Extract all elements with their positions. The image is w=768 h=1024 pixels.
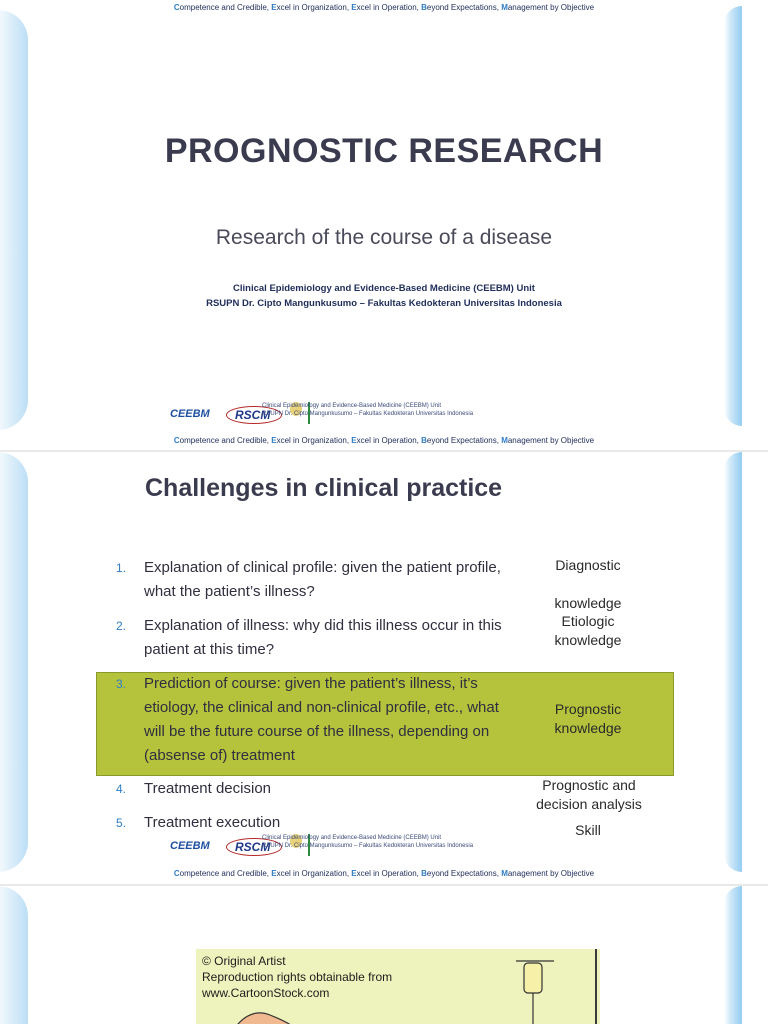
- slide-title: Challenges in clinical practice: [145, 474, 503, 502]
- cartoon-image: [196, 949, 600, 1024]
- ceebm-logo: CEEBM: [170, 408, 210, 420]
- decorative-wave-left: [0, 452, 28, 872]
- decorative-wave-right: [724, 886, 742, 1024]
- rscm-logo: RSCM: [226, 838, 282, 856]
- decision-analysis-label: Prognostic and decision analysis: [536, 777, 642, 812]
- skill-label: Skill: [575, 822, 601, 838]
- iv-drip-icon: [514, 957, 558, 1024]
- decorative-wave-left: [0, 886, 28, 1024]
- cartoon-figure-icon: [230, 1005, 300, 1024]
- title-slide: [0, 0, 768, 450]
- unit-name: Clinical Epidemiology and Evidence-Based Medicine (CEEBM) Unit: [233, 283, 535, 294]
- challenges-slide: Challenges in clinical practice 1. Explanation of clinical profile: given the patient profile, what the patient’s illness? 2. Explanation of illness: why did this illness occur in this patient at this time? 3. Prediction of course: given the patient’s illness, it’s etiology, the clinical and non-clinical profile, etc., what will be the future course of the illness, depending on (absense of) treatment 4. Treatment decision 5. Treatment execution Diagnostic knowledge Etiologic knowledge Prognostic knowledge Prognostic and decision analysis Skill CEEBM RSCM Clinical Epidemiology and Evidence-Based Medicine (CEEBM) Unit RSUPN Dr. Cipto Mangunkusumo – Fakultas Kedokteran Universitas Indonesia Competence and Credible, Excel in Organization, Excel in Operation, Beyond Expectations, Management by Objective: [0, 452, 768, 884]
- rscm-logo: RSCM: [226, 406, 282, 424]
- decorative-wave-right: [724, 6, 742, 426]
- motto-line: Competence and Credible, Excel in Organization, Excel in Operation, Beyond Expectations, Management by Objective: [173, 869, 595, 878]
- slide-title: PROGNOSTIC RESEARCH: [164, 132, 604, 170]
- cartoon-divider: [595, 949, 597, 1024]
- decorative-wave-left: [0, 10, 28, 430]
- logo-caption: Clinical Epidemiology and Evidence-Based Medicine (CEEBM) Unit RSUPN Dr. Cipto Mangunkusumo – Fakultas Kedokteran Universitas Indonesia: [262, 835, 474, 849]
- decorative-wave-right: [724, 452, 742, 872]
- motto-line: Competence and Credible, Excel in Organization, Excel in Operation, Beyond Expectations, Management by Objective: [173, 436, 595, 445]
- prognostic-knowledge-label: Prognostic knowledge: [554, 701, 622, 736]
- diagnostic-knowledge-label: Diagnostic knowledge: [554, 557, 622, 611]
- copyright-notice: © Original Artist Reproduction rights obtainable from www.CartoonStock.com: [202, 954, 393, 1000]
- institution-name: RSUPN Dr. Cipto Mangunkusumo – Fakultas Kedokteran Universitas Indonesia: [206, 298, 562, 309]
- logo-strip: [170, 402, 510, 426]
- cartoon-slide: [0, 886, 768, 1024]
- logo-caption: Clinical Epidemiology and Evidence-Based Medicine (CEEBM) Unit RSUPN Dr. Cipto Mangunkusumo – Fakultas Kedokteran Universitas Indonesia: [262, 403, 474, 417]
- logo-strip: [170, 834, 510, 858]
- motto-line: Competence and Credible, Excel in Organization, Excel in Operation, Beyond Expectations, Management by Objective: [173, 3, 595, 12]
- slide-subtitle: Research of the course of a disease: [215, 226, 553, 249]
- etiologic-knowledge-label: Etiologic knowledge: [554, 613, 622, 648]
- ceebm-logo: CEEBM: [170, 840, 210, 852]
